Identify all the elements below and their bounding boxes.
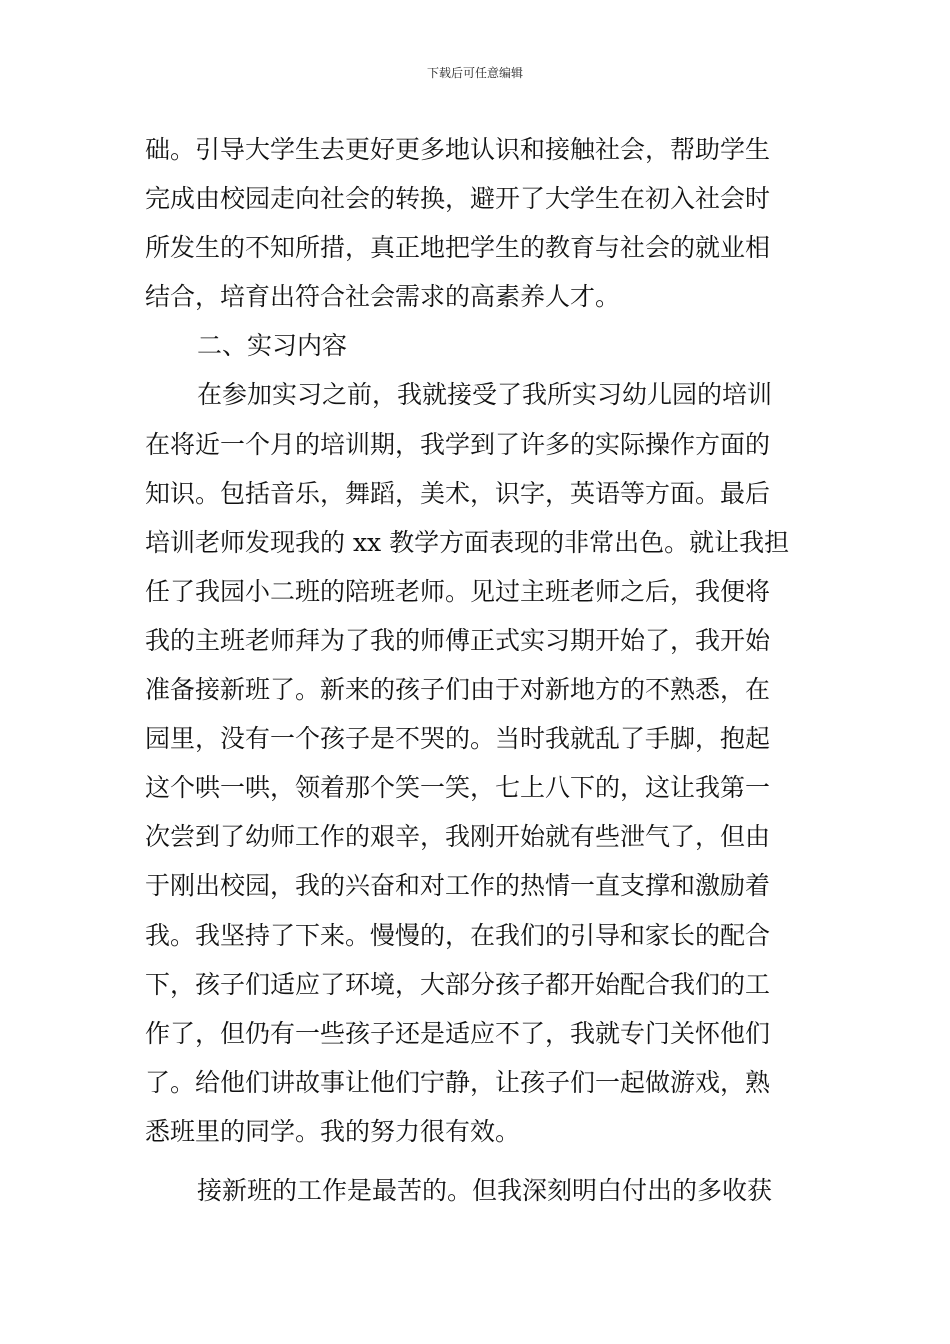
text-line: 准备接新班了。新来的孩子们由于对新地方的不熟悉，在 <box>145 675 771 705</box>
text-line: 我。我坚持了下来。慢慢的，在我们的引导和家长的配合 <box>145 920 771 950</box>
text-line: 于刚出校园，我的兴奋和对工作的热情一直支撑和激励着 <box>145 871 771 901</box>
text-line: 这个哄一哄，领着那个笑一笑，七上八下的，这让我第一 <box>145 773 771 803</box>
section-heading: 二、实习内容 <box>197 331 348 361</box>
text-line: 在将近一个月的培训期，我学到了许多的实际操作方面的 <box>145 429 771 459</box>
text-line: 接新班的工作是最苦的。但我深刻明白付出的多收获 <box>197 1175 773 1205</box>
text-line: 园里，没有一个孩子是不哭的。当时我就乱了手脚，抱起 <box>145 724 771 754</box>
text-line: 础。引导大学生去更好更多地认识和接触社会，帮助学生 <box>145 135 771 164</box>
text-line: 结合，培育出符合社会需求的高素养人才。 <box>145 282 621 312</box>
text-line: 培训老师发现我的 xx 教学方面表现的非常出色。就让我担 <box>145 527 790 557</box>
text-line: 在参加实习之前，我就接受了我所实习幼儿园的培训 <box>197 380 773 410</box>
text-line: 次尝到了幼师工作的艰辛，我刚开始就有些泄气了，但由 <box>145 822 771 852</box>
text-line: 我的主班老师拜为了我的师傅正式实习期开始了，我开始 <box>145 625 771 655</box>
document-body <box>145 125 810 1215</box>
text-line: 了。给他们讲故事让他们宁静，让孩子们一起做游戏，熟 <box>145 1067 771 1097</box>
text-line: 任了我园小二班的陪班老师。见过主班老师之后，我便将 <box>145 576 771 606</box>
text-line: 完成由校园走向社会的转换，避开了大学生在初入社会时 <box>145 184 771 214</box>
text-line: 悉班里的同学。我的努力很有效。 <box>145 1116 521 1146</box>
text-line: 所发生的不知所措，真正地把学生的教育与社会的就业相 <box>145 233 771 263</box>
text-line: 作了，但仍有一些孩子还是适应不了，我就专门关怀他们 <box>145 1018 771 1048</box>
text-line: 下，孩子们适应了环境，大部分孩子都开始配合我们的工 <box>145 969 771 999</box>
page-header: 下载后可任意编辑 <box>426 66 523 80</box>
text-line: 知识。包括音乐，舞蹈，美术，识字，英语等方面。最后 <box>145 478 771 508</box>
